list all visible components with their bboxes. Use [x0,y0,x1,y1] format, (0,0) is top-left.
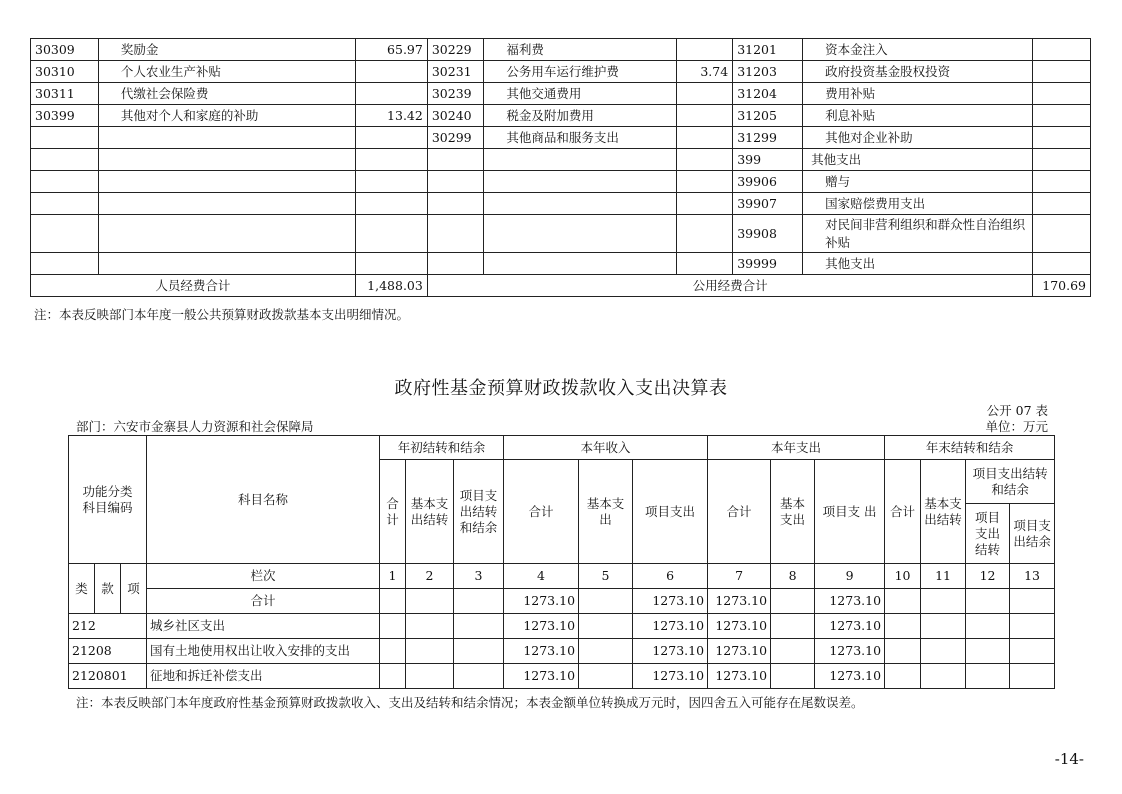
cell-name-c: 其他对企业补助 [803,127,1033,149]
col-no-5: 5 [579,564,633,589]
income-project-header: 项目支出 [633,460,708,564]
cell-code-b [427,171,484,193]
cell-name-a: 其他对个人和家庭的补助 [98,105,355,127]
total-col-11 [921,589,966,614]
personnel-total-value: 1,488.03 [355,275,427,297]
row-col-6: 1273.10 [633,614,708,639]
column-number-row [69,564,1055,589]
table-row [31,149,1091,171]
subject-name-header: 科目名称 [147,436,380,564]
end-total-header: 合计 [885,460,921,564]
cell-code-b [427,215,484,253]
cell-code-c: 39907 [733,193,803,215]
cell-amount-a [355,193,427,215]
row-col-3 [454,614,504,639]
income-header: 本年收入 [504,436,708,460]
row-col-13 [1010,614,1055,639]
cell-name-b [484,149,676,171]
cell-amount-b [676,171,733,193]
grand-total-label: 合计 [147,589,380,614]
cell-name-c: 赠与 [803,171,1033,193]
table-row [31,171,1091,193]
col-no-13: 13 [1010,564,1055,589]
col-no-7: 7 [708,564,771,589]
cell-code-b [427,193,484,215]
cell-amount-b [676,83,733,105]
page-number: -14- [1054,750,1084,768]
lei-header: 类 [69,564,95,614]
total-col-5 [579,589,633,614]
table-row [31,105,1091,127]
personnel-total-label: 人员经费合计 [31,275,356,297]
detail-table-body [31,39,1091,275]
cell-name-a [98,171,355,193]
total-col-3 [454,589,504,614]
table-row [31,61,1091,83]
xiang-header: 项 [121,564,147,614]
row-col-2 [406,614,454,639]
row-col-13 [1010,664,1055,689]
cell-code-b: 30231 [427,61,484,83]
column-no-label: 栏次 [147,564,380,589]
total-col-7: 1273.10 [708,589,771,614]
table-row [69,664,1055,689]
end-balance-header: 年末结转和结余 [885,436,1055,460]
row-name: 征地和拆迁补偿支出 [147,664,380,689]
cell-code-c: 31203 [733,61,803,83]
cell-amount-b [676,105,733,127]
basic-expenditure-detail-table [30,38,1091,297]
row-col-1 [380,664,406,689]
cell-name-c: 资本金注入 [803,39,1033,61]
begin-project-header: 项目支出结转和结余 [454,460,504,564]
row-col-7: 1273.10 [708,639,771,664]
row-col-1 [380,614,406,639]
cell-name-c: 利息补贴 [803,105,1033,127]
row-col-11 [921,614,966,639]
table-row [69,614,1055,639]
col-no-4: 4 [504,564,579,589]
row-col-13 [1010,639,1055,664]
row-col-5 [579,664,633,689]
row-name: 国有土地使用权出让收入安排的支出 [147,639,380,664]
cell-code-c: 39999 [733,253,803,275]
cell-name-a [98,149,355,171]
cell-amount-a [355,83,427,105]
unit-label: 单位：万元 [985,419,1048,434]
header-row-groups [69,436,1055,460]
row-col-5 [579,639,633,664]
row-col-12 [966,664,1010,689]
table-row [69,639,1055,664]
row-col-6: 1273.10 [633,639,708,664]
cell-amount-c [1033,39,1091,61]
begin-total-header: 合计 [380,460,406,564]
cell-code-c: 31201 [733,39,803,61]
cell-name-b [484,215,676,253]
table-row [31,193,1091,215]
row-col-5 [579,614,633,639]
col-no-3: 3 [454,564,504,589]
cell-amount-c [1033,215,1091,253]
expense-total-header: 合计 [708,460,771,564]
row-col-3 [454,664,504,689]
cell-name-a: 个人农业生产补贴 [98,61,355,83]
cell-name-b: 其他商品和服务支出 [484,127,676,149]
row-col-9: 1273.10 [815,664,885,689]
cell-name-c: 费用补贴 [803,83,1033,105]
cell-name-c: 其他支出 [803,149,1033,171]
cell-amount-c [1033,149,1091,171]
public-total-value: 170.69 [1033,275,1091,297]
cell-code-b [427,149,484,171]
cell-code-c: 31205 [733,105,803,127]
col-no-10: 10 [885,564,921,589]
cell-code-a [31,215,99,253]
cell-amount-c [1033,193,1091,215]
income-total-header: 合计 [504,460,579,564]
cell-code-b [427,253,484,275]
total-col-1 [380,589,406,614]
cell-code-c: 399 [733,149,803,171]
expense-header: 本年支出 [708,436,885,460]
table-row [31,39,1091,61]
cell-amount-b [676,39,733,61]
cell-code-a [31,253,99,275]
cell-code-c: 39906 [733,171,803,193]
row-col-11 [921,639,966,664]
cell-code-a: 30311 [31,83,99,105]
cell-name-a: 代缴社会保险费 [98,83,355,105]
kuan-header: 款 [95,564,121,614]
cell-amount-b: 3.74 [676,61,733,83]
cell-amount-a [355,127,427,149]
total-col-10 [885,589,921,614]
cell-name-c: 对民间非营利组织和群众性自治组织补贴 [803,215,1033,253]
cell-code-a [31,127,99,149]
note-basic-expenditure: 注：本表反映部门本年度一般公共预算财政拨款基本支出明细情况。 [34,307,410,322]
row-name: 城乡社区支出 [147,614,380,639]
row-col-8 [771,664,815,689]
cell-code-a: 30399 [31,105,99,127]
col-no-9: 9 [815,564,885,589]
cell-name-b [484,253,676,275]
row-col-12 [966,639,1010,664]
table-row [31,215,1091,253]
cell-amount-c [1033,253,1091,275]
col-no-12: 12 [966,564,1010,589]
department-label: 部门：六安市金寨县人力资源和社会保障局 [76,419,314,434]
cell-amount-a [355,215,427,253]
cell-code-a [31,149,99,171]
gov-fund-budget-table [68,435,1055,689]
expense-basic-header: 基本支出 [771,460,815,564]
expense-project-header: 项目支 出 [815,460,885,564]
cell-code-a [31,193,99,215]
cell-amount-a: 65.97 [355,39,427,61]
row-col-4: 1273.10 [504,639,579,664]
total-col-12 [966,589,1010,614]
table-row [31,127,1091,149]
cell-name-b: 其他交通费用 [484,83,676,105]
cell-amount-c [1033,61,1091,83]
row-col-8 [771,639,815,664]
fund-table-body [69,614,1055,689]
cell-name-b [484,171,676,193]
cell-amount-b [676,127,733,149]
cell-name-b: 税金及附加费用 [484,105,676,127]
cell-amount-b [676,149,733,171]
row-col-9: 1273.10 [815,639,885,664]
total-col-2 [406,589,454,614]
cell-amount-b [676,215,733,253]
cell-code-b: 30240 [427,105,484,127]
cell-amount-a [355,253,427,275]
cell-name-a [98,215,355,253]
cell-name-a [98,193,355,215]
note-gov-fund: 注：本表反映部门本年度政府性基金预算财政拨款收入、支出及结转和结余情况；本表金额单位转换成万元时，因四舍五入可能存在尾数误差。 [76,695,864,710]
row-code: 2120801 [69,664,147,689]
cell-amount-b [676,193,733,215]
cell-amount-a [355,149,427,171]
cell-name-b: 公务用车运行维护费 [484,61,676,83]
cell-name-a: 奖励金 [98,39,355,61]
cell-name-a [98,253,355,275]
cell-amount-c [1033,127,1091,149]
row-col-11 [921,664,966,689]
form-code: 公开 07 表 [986,403,1048,418]
cell-name-b: 福利费 [484,39,676,61]
end-project-group-header: 项目支出结转和结余 [966,460,1055,504]
cell-code-b: 30229 [427,39,484,61]
cell-code-a: 30309 [31,39,99,61]
row-col-2 [406,664,454,689]
table-row [31,253,1091,275]
end-basic-header: 基本支出结转 [921,460,966,564]
totals-row [31,275,1091,297]
grand-total-row [69,589,1055,614]
row-col-10 [885,614,921,639]
cell-name-c: 政府投资基金股权投资 [803,61,1033,83]
cell-amount-c [1033,171,1091,193]
row-col-10 [885,639,921,664]
row-col-7: 1273.10 [708,664,771,689]
public-total-label: 公用经费合计 [427,275,1033,297]
table-title: 政府性基金预算财政拨款收入支出决算表 [394,378,728,399]
total-col-8 [771,589,815,614]
cell-code-a: 30310 [31,61,99,83]
cell-code-c: 31204 [733,83,803,105]
row-code: 212 [69,614,147,639]
func-code-header: 功能分类科目编码 [69,436,147,564]
cell-code-a [31,171,99,193]
cell-name-b [484,193,676,215]
cell-amount-a [355,171,427,193]
cell-amount-b [676,253,733,275]
cell-code-b: 30299 [427,127,484,149]
row-code: 21208 [69,639,147,664]
col-no-2: 2 [406,564,454,589]
row-col-6: 1273.10 [633,664,708,689]
row-col-2 [406,639,454,664]
row-col-1 [380,639,406,664]
begin-balance-header: 年初结转和结余 [380,436,504,460]
cell-amount-a: 13.42 [355,105,427,127]
row-col-4: 1273.10 [504,664,579,689]
end-project-carry-header: 项目支出结转 [966,504,1010,564]
col-no-6: 6 [633,564,708,589]
table-row [31,83,1091,105]
income-basic-header: 基本支出 [579,460,633,564]
total-col-6: 1273.10 [633,589,708,614]
row-col-9: 1273.10 [815,614,885,639]
row-col-4: 1273.10 [504,614,579,639]
col-no-1: 1 [380,564,406,589]
cell-amount-c [1033,83,1091,105]
cell-name-a [98,127,355,149]
cell-amount-a [355,61,427,83]
total-col-13 [1010,589,1055,614]
row-col-3 [454,639,504,664]
col-no-8: 8 [771,564,815,589]
cell-name-c: 其他支出 [803,253,1033,275]
col-no-11: 11 [921,564,966,589]
begin-basic-header: 基本支出结转 [406,460,454,564]
row-col-12 [966,614,1010,639]
cell-name-c: 国家赔偿费用支出 [803,193,1033,215]
row-col-10 [885,664,921,689]
row-col-7: 1273.10 [708,614,771,639]
row-col-8 [771,614,815,639]
cell-code-c: 39908 [733,215,803,253]
total-col-9: 1273.10 [815,589,885,614]
cell-code-b: 30239 [427,83,484,105]
cell-amount-c [1033,105,1091,127]
end-project-surplus-header: 项目支出结余 [1010,504,1055,564]
total-col-4: 1273.10 [504,589,579,614]
cell-code-c: 31299 [733,127,803,149]
